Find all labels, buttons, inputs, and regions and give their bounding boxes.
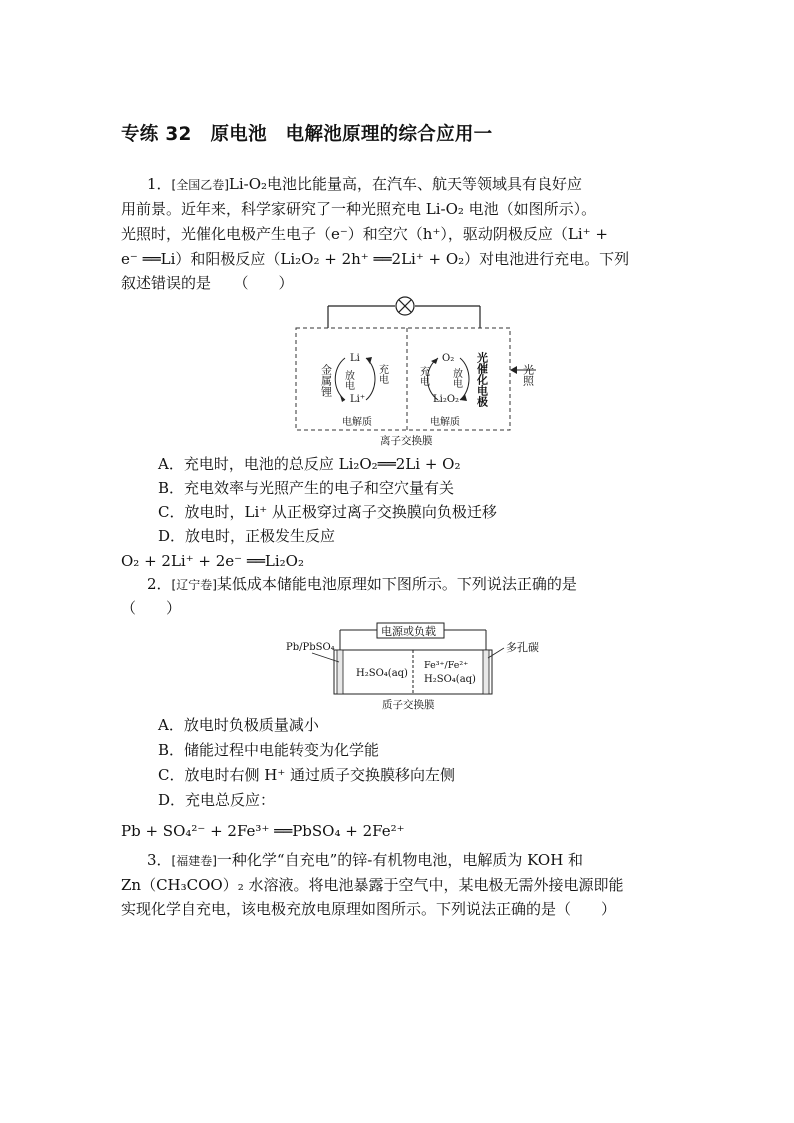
question-3-number: 3． [147,851,172,869]
question-1-line-2: 用前景。近年来，科学家研究了一种光照充电 Li-O₂ 电池（如图所示）。 [121,200,597,218]
question-2-option-a: A．放电时负极质量减小 [158,716,319,734]
right-electrolyte-label: 电解质 [430,417,460,428]
lamp-icon [396,297,414,315]
right-charge-label: 充电 [417,366,429,386]
question-1-option-a: A．充电时，电池的总反应 Li₂O₂══2Li + O₂ [158,455,461,473]
metal-lithium-label: 金属锂 [319,364,333,397]
ion-exchange-membrane-label: 离子交换膜 [380,435,433,447]
question-2-line-2: （ ） [121,599,182,617]
pb-pbso4-label: Pb/PbSO₄ [286,642,335,653]
question-1-line-5: 叙述错误的是 （ ） [121,274,294,292]
porous-carbon-label: 多孔碳 [506,641,539,654]
question-1-option-d-equation: O₂ + 2Li⁺ + 2e⁻ ══Li₂O₂ [121,552,304,570]
page-title: 专练 32 原电池 电解池原理的综合应用一 [121,124,493,145]
question-3-line-3: 实现化学自充电，该电极充放电原理如图所示。下列说法正确的是（ ） [121,900,617,918]
photocatalytic-electrode-label: 光催化电极 [475,352,489,407]
question-2-option-c: C．放电时右侧 H⁺ 通过质子交换膜移向左侧 [158,766,456,784]
question-3-source: [福建卷] [171,854,217,868]
figure-li-o2-battery [290,294,550,456]
question-1-option-d: D．放电时，正极发生反应 [158,527,336,545]
right-discharge-label: 放电 [450,368,462,388]
light-label: 光照 [521,364,535,386]
question-3-text: 一种化学“自充电”的锌-有机物电池，电解质为 KOH 和 [216,851,584,869]
power-or-load-label: 电源或负载 [381,625,436,638]
question-2-text: 某低成本储能电池原理如下图所示。下列说法正确的是 [216,575,577,593]
fe-ion-label: Fe³⁺/Fe²⁺ [424,660,469,671]
question-1-line-1 [147,175,582,194]
question-1-text: Li-O₂电池比能量高，在汽车、航天等领域具有良好应 [228,175,583,193]
question-3-line-1 [147,851,583,870]
left-h2so4-label: H₂SO₄(aq) [356,668,408,679]
question-2-line-1 [147,575,577,594]
right-h2so4-label: H₂SO₄(aq) [424,674,476,685]
question-2-option-d: D．充电总反应： [158,791,276,809]
question-1-line-4: e⁻ ══Li）和阳极反应（Li₂O₂ + 2h⁺ ══2Li⁺ + O₂）对电池进行充电。下列 [121,250,630,268]
question-1-option-c: C．放电时，Li⁺ 从正极穿过离子交换膜向负极迁移 [158,503,497,521]
o2-label: O₂ [442,353,455,364]
question-1-line-3: 光照时，光催化电极产生电子（e⁻）和空穴（h⁺），驱动阴极反应（Li⁺ + [121,225,608,243]
figure-energy-storage-battery [284,620,554,712]
left-charge-label: 充电 [376,364,388,384]
question-1-number: 1． [147,175,172,193]
li-label: Li [350,353,360,364]
proton-exchange-membrane-label: 质子交换膜 [382,699,435,711]
question-2-option-b: B．储能过程中电能转变为化学能 [158,741,380,759]
question-1-option-b: B．充电效率与光照产生的电子和空穴量有关 [158,479,455,497]
question-2-source: [辽宁卷] [171,578,217,592]
question-1-source: [全国乙卷] [171,178,229,192]
question-2-number: 2． [147,575,172,593]
question-2-option-d-equation: Pb + SO₄²⁻ + 2Fe³⁺ ══PbSO₄ + 2Fe²⁺ [121,822,405,840]
li-ion-label: Li⁺ [350,394,366,405]
left-electrolyte-label: 电解质 [342,417,372,428]
question-3-line-2: Zn（CH₃COO）₂ 水溶液。将电池暴露于空气中，某电极无需外接电源即能 [121,876,624,894]
left-discharge-label: 放电 [342,370,354,390]
li2o2-label: Li₂O₂ [433,394,460,405]
